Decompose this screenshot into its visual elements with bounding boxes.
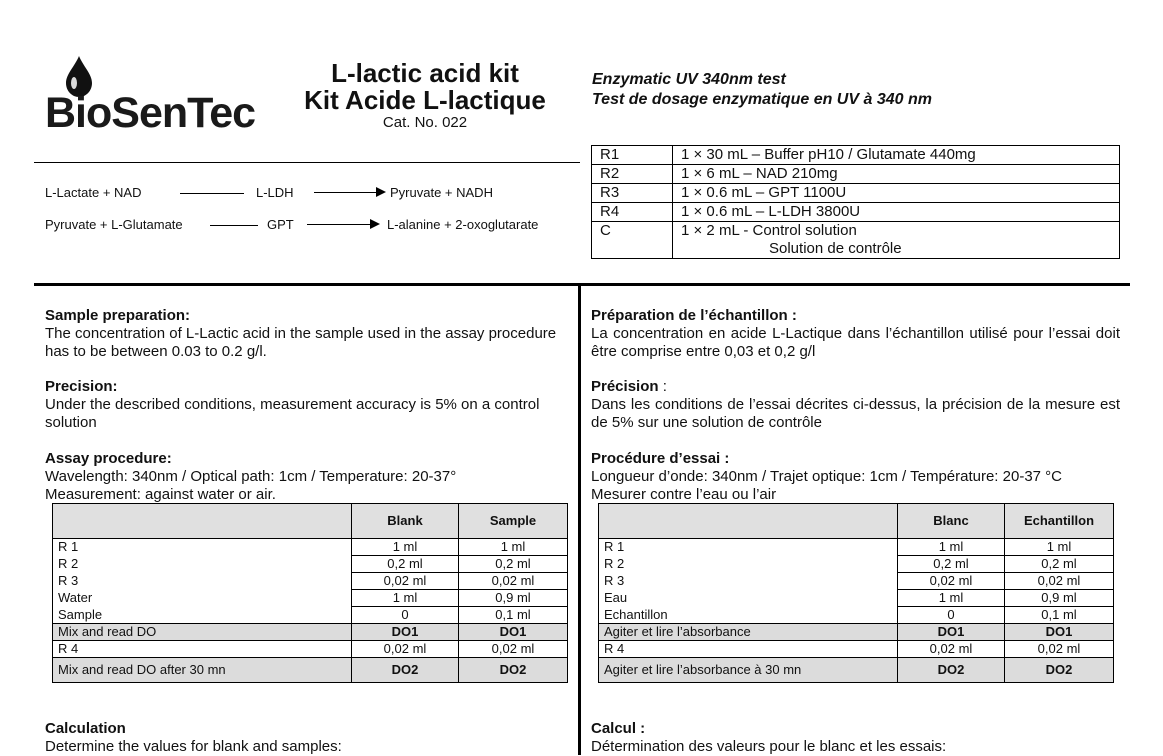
reagent-row [592, 146, 1120, 165]
table-row [599, 658, 1114, 683]
row-label: Mix and read DO after 30 mn [53, 658, 352, 683]
row-label: Eau [599, 590, 898, 607]
cell: 0 [898, 607, 1005, 624]
section-divider [34, 283, 1130, 286]
section-heading: Calcul : [591, 720, 646, 737]
cell: 0,1 ml [1005, 607, 1114, 624]
cell: 1 ml [898, 590, 1005, 607]
section-text: The concentration of L-Lactic acid in the sample used in the assay procedure has to be between 0.03 to 0.2 g/l. [45, 325, 557, 360]
cell: DO2 [459, 658, 568, 683]
calculation-section-fr [591, 720, 1120, 756]
row-label: R 3 [599, 573, 898, 590]
cell: DO1 [1005, 624, 1114, 641]
row-label: R 1 [53, 539, 352, 556]
reagent-desc: 1 × 0.6 mL – L-LDH 3800U [673, 203, 1120, 222]
sample-prep-section-fr [591, 307, 1120, 361]
column-divider [578, 285, 581, 755]
reagent-desc: 1 × 30 mL – Buffer pH10 / Glutamate 440mg [673, 146, 1120, 165]
cell: 1 ml [352, 539, 459, 556]
table-row [53, 607, 568, 624]
reaction-1-arrow [314, 192, 378, 193]
reagent-desc: 1 × 2 mL - Control solution [681, 222, 857, 239]
title-fr: Kit Acide L-lactique [304, 85, 546, 115]
table-header [53, 504, 568, 539]
cell: 0,2 ml [459, 556, 568, 573]
section-heading: Assay procedure: [45, 450, 172, 467]
cell: DO2 [352, 658, 459, 683]
table-row [53, 573, 568, 590]
cell: 1 ml [898, 539, 1005, 556]
reagent-desc: 1 × 6 mL – NAD 210mg [673, 165, 1120, 184]
reaction-1-products: Pyruvate + NADH [390, 185, 493, 200]
row-label: R 4 [599, 641, 898, 658]
reagent-row [592, 165, 1120, 184]
cell: 0,02 ml [352, 641, 459, 658]
cell: DO2 [898, 658, 1005, 683]
reagent-code: R2 [592, 165, 673, 184]
reaction-2-substrates: Pyruvate + L-Glutamate [45, 217, 183, 232]
reagent-code: C [592, 222, 673, 259]
reagent-desc: 1 × 0.6 mL – GPT 1100U [673, 184, 1120, 203]
heading-text: Précision [591, 378, 659, 395]
cell: 0 [352, 607, 459, 624]
reaction-2-products: L-alanine + 2-oxoglutarate [387, 217, 539, 232]
row-label: Water [53, 590, 352, 607]
section-text: Détermination des valeurs pour le blanc et les essais: [591, 738, 947, 755]
table-row [599, 624, 1114, 641]
assay-measurement: Mesurer contre l’eau ou l’air [591, 486, 777, 503]
calculation-section [45, 720, 567, 756]
reaction-2-enzyme: GPT [267, 217, 294, 232]
section-text: Determine the values for blank and samples: [45, 738, 342, 755]
assay-conditions: Longueur d’onde: 340nm / Trajet optique: 1cm / Température: 20-37 °C [591, 468, 1063, 485]
reagent-desc-multiline [673, 222, 1120, 259]
table-row [53, 624, 568, 641]
reaction-1-substrates: L-Lactate + NAD [45, 185, 142, 200]
table-row [599, 573, 1114, 590]
table-row [599, 641, 1114, 658]
reagent-code: R3 [592, 184, 673, 203]
row-label: R 1 [599, 539, 898, 556]
reaction-2-arrow [307, 224, 371, 225]
section-heading: Precision: [45, 378, 118, 395]
table-row [599, 556, 1114, 573]
brand-logo: BioSenTec [45, 89, 256, 137]
section-heading [591, 378, 1120, 396]
table-row [53, 658, 568, 683]
reagent-code: R1 [592, 146, 673, 165]
reaction-1-line [180, 193, 244, 194]
table-header [599, 504, 1114, 539]
cell: 0,02 ml [352, 573, 459, 590]
reaction-2-line [210, 225, 258, 226]
cell: 0,02 ml [1005, 573, 1114, 590]
cell: 1 ml [352, 590, 459, 607]
header-divider [34, 162, 580, 163]
assay-table-fr [598, 503, 1114, 683]
cell: 1 ml [1005, 539, 1114, 556]
reagent-row [592, 184, 1120, 203]
row-label: R 2 [53, 556, 352, 573]
cell: DO1 [459, 624, 568, 641]
cell: 0,9 ml [1005, 590, 1114, 607]
cell: 0,2 ml [352, 556, 459, 573]
reaction-1-enzyme: L-LDH [256, 185, 294, 200]
cell: 0,02 ml [459, 641, 568, 658]
subtitle-en: Enzymatic UV 340nm test [592, 71, 786, 88]
cell: DO1 [352, 624, 459, 641]
row-label: R 4 [53, 641, 352, 658]
precision-section [45, 378, 567, 432]
assay-table-en [52, 503, 568, 683]
arrow-right-icon [370, 219, 380, 229]
cell: 0,1 ml [459, 607, 568, 624]
table-header-cell: Blanc [898, 504, 1005, 539]
table-row [53, 539, 568, 556]
section-heading: Préparation de l’échantillon : [591, 307, 797, 324]
precision-section-fr [591, 378, 1120, 432]
sample-prep-section [45, 307, 567, 361]
table-header-empty [53, 504, 352, 539]
cell: 0,2 ml [898, 556, 1005, 573]
assay-section [45, 450, 567, 504]
table-header-empty [599, 504, 898, 539]
table-row [599, 607, 1114, 624]
title-block [290, 60, 560, 132]
table-header-cell: Sample [459, 504, 568, 539]
reagent-desc-fr: Solution de contrôle [769, 240, 902, 257]
reagent-row [592, 222, 1120, 259]
catalog-number: Cat. No. 022 [382, 114, 468, 131]
cell: 0,9 ml [459, 590, 568, 607]
table-row [53, 556, 568, 573]
table-row [599, 539, 1114, 556]
reagents-table [591, 145, 1120, 259]
subtitle-fr: Test de dosage enzymatique en UV à 340 nm [592, 91, 932, 108]
assay-measurement: Measurement: against water or air. [45, 486, 276, 503]
section-text: Under the described conditions, measurement accuracy is 5% on a control solution [45, 396, 540, 431]
section-heading: Procédure d’essai : [591, 450, 730, 467]
table-row [53, 641, 568, 658]
assay-section-fr [591, 450, 1120, 504]
section-heading: Sample preparation: [45, 307, 191, 324]
section-text: Dans les conditions de l’essai décrites ci-dessus, la précision de la mesure est de 5% sur une solution de contrôle [591, 396, 1120, 431]
cell: 0,02 ml [1005, 641, 1114, 658]
cell: 0,02 ml [459, 573, 568, 590]
row-label: Echantillon [599, 607, 898, 624]
row-label: Agiter et lire l’absorbance [599, 624, 898, 641]
cell: DO1 [898, 624, 1005, 641]
section-heading: Calculation [45, 720, 126, 737]
row-label: Sample [53, 607, 352, 624]
subtitle [592, 70, 932, 110]
assay-conditions: Wavelength: 340nm / Optical path: 1cm / Temperature: 20-37° [45, 468, 457, 485]
cell: 0,2 ml [1005, 556, 1114, 573]
cell: 1 ml [459, 539, 568, 556]
title-en: L-lactic acid kit [331, 58, 519, 88]
section-text: La concentration en acide L-Lactique dans l’échantillon utilisé pour l’essai doit être comprise entre 0,03 et 0,2 g/l [591, 325, 1120, 360]
cell: 0,02 ml [898, 573, 1005, 590]
table-row [53, 590, 568, 607]
row-label: Mix and read DO [53, 624, 352, 641]
table-row [599, 590, 1114, 607]
row-label: Agiter et lire l’absorbance à 30 mn [599, 658, 898, 683]
cell: 0,02 ml [898, 641, 1005, 658]
table-header-cell: Blank [352, 504, 459, 539]
row-label: R 3 [53, 573, 352, 590]
reagent-code: R4 [592, 203, 673, 222]
row-label: R 2 [599, 556, 898, 573]
cell: DO2 [1005, 658, 1114, 683]
heading-colon: : [658, 378, 667, 395]
table-header-cell: Echantillon [1005, 504, 1114, 539]
reagent-row [592, 203, 1120, 222]
arrow-right-icon [376, 187, 386, 197]
